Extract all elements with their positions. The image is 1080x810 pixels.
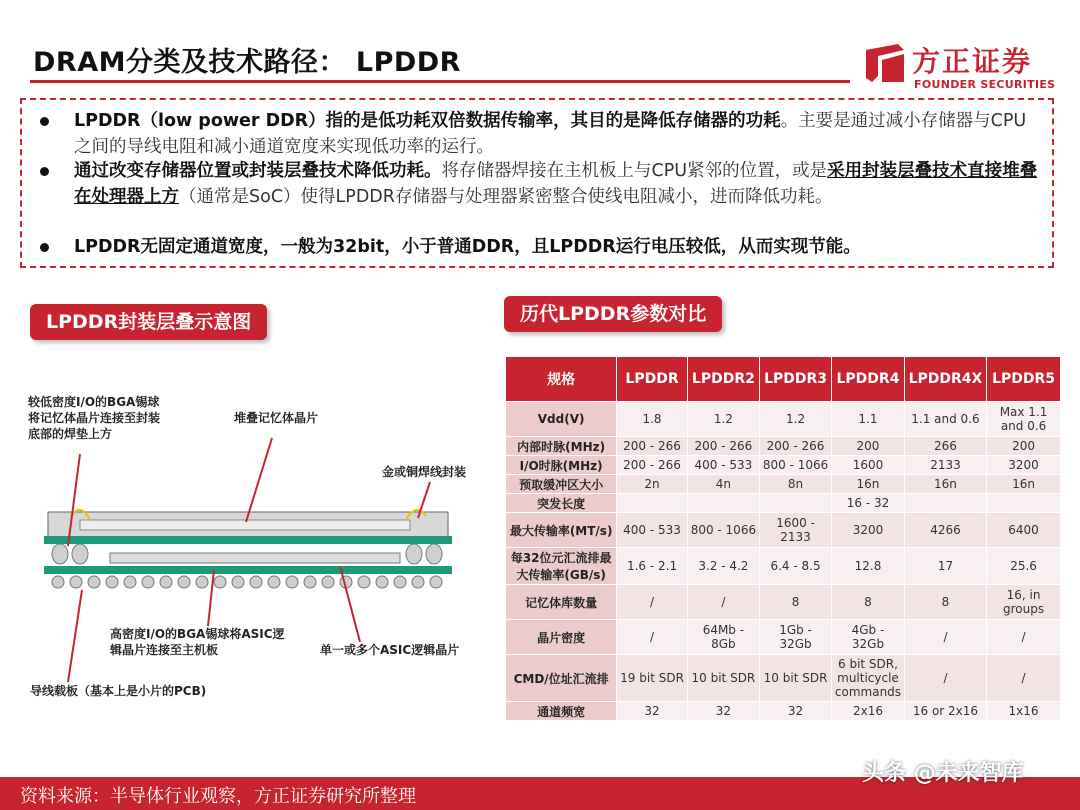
table-cell: / — [904, 655, 986, 702]
table-cell: 200 — [832, 437, 905, 456]
table-cell: 16 - 32 — [832, 494, 905, 513]
table-cell: 3200 — [832, 513, 905, 548]
title-rule — [30, 80, 850, 83]
table-cell: 200 - 266 — [617, 456, 688, 475]
table-row — [506, 456, 1061, 475]
bullet-dot-icon — [40, 243, 49, 252]
table-cell: / — [904, 620, 986, 655]
row-header: 晶片密度 — [506, 620, 617, 655]
column-header: 规格 — [506, 357, 617, 402]
table-cell: 200 - 266 — [617, 437, 688, 456]
row-header: 预取缓冲区大小 — [506, 475, 617, 494]
page-title: DRAM分类及技术路径： LPDDR — [33, 47, 461, 78]
table-cell: 4Gb - 32Gb — [832, 620, 905, 655]
column-header: LPDDR5 — [987, 357, 1061, 402]
bullet-1-rest: 。主要是通过减小存储器与CPU之间的导线电阻和减小通道宽度来实现低功率的运行。 — [74, 111, 1027, 157]
table-row — [506, 475, 1061, 494]
bullet-1 — [40, 108, 1040, 160]
table-cell: Max 1.1 and 0.6 — [987, 402, 1061, 437]
row-header: 每32位元汇流排最大传输率(GB/s) — [506, 548, 617, 585]
table-cell: 16n — [987, 475, 1061, 494]
bullet-dot-icon — [40, 117, 49, 126]
table-cell: 1.6 - 2.1 — [617, 548, 688, 585]
table-cell: 4266 — [904, 513, 986, 548]
source-note: 资料来源：半导体行业观察，方正证券研究所整理 — [20, 786, 416, 807]
table-cell: 6 bit SDR, multicycle commands — [832, 655, 905, 702]
row-header: 内部时脉(MHz) — [506, 437, 617, 456]
table-row — [506, 437, 1061, 456]
table-cell: / — [617, 620, 688, 655]
row-header: 突发长度 — [506, 494, 617, 513]
table-cell: / — [987, 620, 1061, 655]
row-header: CMD/位址汇流排 — [506, 655, 617, 702]
bullet-3 — [40, 234, 1040, 260]
row-header: 最大传输率(MT/s) — [506, 513, 617, 548]
annotation-wire-bond: 金或铜焊线封装 — [382, 465, 467, 479]
founder-logo-icon — [864, 42, 906, 84]
table-cell: 8 — [904, 585, 986, 620]
pop-diagram — [10, 370, 500, 710]
table-cell: 16n — [832, 475, 905, 494]
logo-cn: 方正证券 — [912, 45, 1033, 78]
table-cell — [759, 494, 831, 513]
table-cell: 6.4 - 8.5 — [759, 548, 831, 585]
table-cell: / — [687, 585, 759, 620]
column-header: LPDDR4X — [904, 357, 986, 402]
table-cell: 1Gb - 32Gb — [759, 620, 831, 655]
table-header-row — [506, 357, 1061, 402]
table-cell: 12.8 — [832, 548, 905, 585]
row-header: 记忆体库数量 — [506, 585, 617, 620]
row-header: I/O时脉(MHz) — [506, 456, 617, 475]
table-cell: 16 or 2x16 — [904, 702, 986, 721]
table-cell: 200 - 266 — [759, 437, 831, 456]
table-cell: 32 — [617, 702, 688, 721]
bullet-1-bold: LPDDR（low power DDR）指的是低功耗双倍数据传输率，其目的是降低存储器的功耗 — [74, 111, 781, 131]
column-header: LPDDR4 — [832, 357, 905, 402]
table-cell: 10 bit SDR — [759, 655, 831, 702]
table-row — [506, 402, 1061, 437]
table-row — [506, 494, 1061, 513]
table-cell: 16n — [904, 475, 986, 494]
table-cell — [987, 494, 1061, 513]
row-header: 通道频宽 — [506, 702, 617, 721]
table-label: 历代LPDDR参数对比 — [504, 296, 722, 332]
table-cell: 1.1 and 0.6 — [904, 402, 986, 437]
watermark: 头条 @未来智库 — [862, 761, 1024, 786]
table-cell: 800 - 1066 — [687, 513, 759, 548]
table-row — [506, 548, 1061, 585]
table-row — [506, 513, 1061, 548]
annotation-stacked-memory: 堆叠记忆体晶片 — [234, 411, 319, 425]
table-cell — [617, 494, 688, 513]
table-cell: 17 — [904, 548, 986, 585]
table-row — [506, 655, 1061, 702]
table-cell: 2133 — [904, 456, 986, 475]
table-cell: 8 — [759, 585, 831, 620]
table-cell: 1.2 — [759, 402, 831, 437]
table-cell: 200 - 266 — [687, 437, 759, 456]
bullet-2-underlined: 采用封装层叠技术直接堆叠在处理器上方 — [74, 161, 1038, 207]
bullet-dot-icon — [40, 167, 49, 176]
column-header: LPDDR3 — [759, 357, 831, 402]
table-cell: 1.1 — [832, 402, 905, 437]
table-cell: 1600 — [832, 456, 905, 475]
table-cell: 8n — [759, 475, 831, 494]
table-cell: 6400 — [987, 513, 1061, 548]
table-cell — [904, 494, 986, 513]
column-header: LPDDR2 — [687, 357, 759, 402]
table-cell: 3.2 - 4.2 — [687, 548, 759, 585]
table-cell: 200 — [987, 437, 1061, 456]
table-cell: 4n — [687, 475, 759, 494]
table-cell: 25.6 — [987, 548, 1061, 585]
bullet-2 — [40, 158, 1040, 210]
bullet-2-rest: （通常是SoC）使得LPDDR存储器与处理器紧密整合使线电阻减小，进而降低功耗。 — [179, 187, 833, 207]
table-row — [506, 620, 1061, 655]
table-cell: 10 bit SDR — [687, 655, 759, 702]
table-cell: 32 — [759, 702, 831, 721]
table-cell: 1.2 — [687, 402, 759, 437]
annotation-low-density-bga: 较低密度I/O的BGA锡球 将记忆体晶片连接至封装 底部的焊垫上方 — [28, 395, 161, 441]
annotation-asic-die: 单一或多个ASIC逻辑晶片 — [320, 643, 460, 657]
table-cell: 1x16 — [987, 702, 1061, 721]
bullet-2-bold: 通过改变存储器位置或封装层叠技术降低功耗。 — [74, 161, 442, 181]
bullet-box — [20, 98, 1054, 268]
table-cell: 800 - 1066 — [759, 456, 831, 475]
row-header: Vdd(V) — [506, 402, 617, 437]
annotation-substrate: 导线载板（基本上是小片的PCB) — [30, 684, 207, 698]
table-cell: 3200 — [987, 456, 1061, 475]
logo-en: FOUNDER SECURITIES — [914, 78, 1056, 91]
table-cell: 19 bit SDR — [617, 655, 688, 702]
table-cell: 64Mb - 8Gb — [687, 620, 759, 655]
company-logo — [858, 38, 1058, 94]
table-row — [506, 585, 1061, 620]
table-cell: 8 — [832, 585, 905, 620]
diagram-label: LPDDR封装层叠示意图 — [30, 304, 267, 340]
table-cell: 400 - 533 — [617, 513, 688, 548]
table-cell: / — [617, 585, 688, 620]
table-cell: / — [987, 655, 1061, 702]
annotation-high-density-bga: 高密度I/O的BGA锡球将ASIC逻 辑晶片连接至主机板 — [110, 627, 285, 657]
table-cell: 1600 - 2133 — [759, 513, 831, 548]
table-row — [506, 702, 1061, 721]
table-cell: 266 — [904, 437, 986, 456]
bullet-2-mid: 将存储器焊接在主机板上与CPU紧邻的位置，或是 — [441, 161, 828, 181]
table-cell: 16, in groups — [987, 585, 1061, 620]
bullet-3-text: LPDDR无固定通道宽度，一般为32bit，小于普通DDR，且LPDDR运行电压较低，从而实现节能。 — [74, 237, 861, 257]
lpddr-spec-table — [505, 356, 1061, 721]
table-cell: 2n — [617, 475, 688, 494]
table-cell: 2x16 — [832, 702, 905, 721]
table-cell: 400 - 533 — [687, 456, 759, 475]
table-cell — [687, 494, 759, 513]
table-cell: 1.8 — [617, 402, 688, 437]
table-cell: 32 — [687, 702, 759, 721]
column-header: LPDDR — [617, 357, 688, 402]
